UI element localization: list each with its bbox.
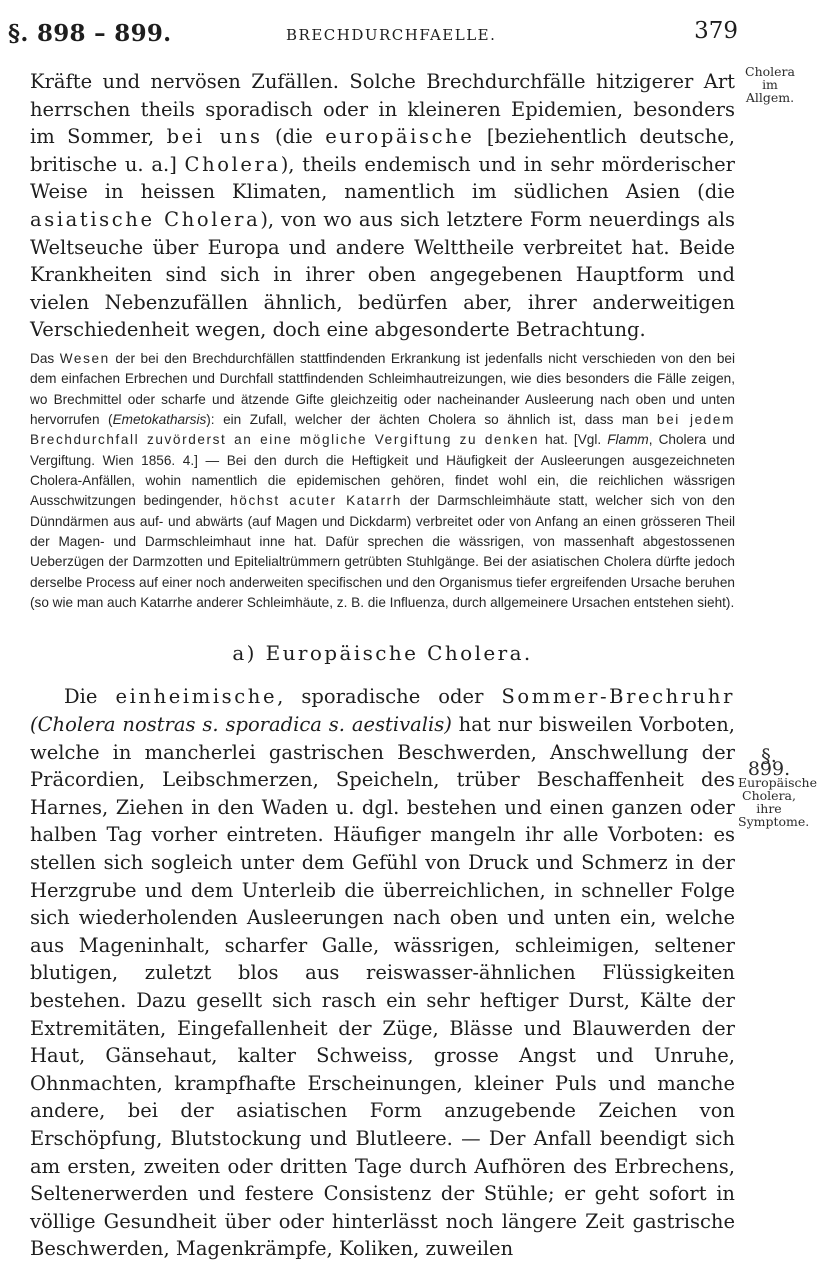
page-header: [8, 10, 738, 50]
text-run: ), von wo aus sich letztere Form neuerdings als Weltseuche über Europa und andere Welttheile verbreitet hat. Beide Krankheiten sind sich in ihrer oben angegebenen Hauptform und vielen Nebenzufällen ähnlich, bedürfen aber, ihrer anderweitigen Verschiedenheit wegen, doch eine abgesonderte Betrachtung.: [30, 207, 735, 342]
emphasis-spaced: asiatische Cholera: [30, 207, 261, 231]
small-print-note: [30, 349, 735, 613]
section-range: §. 898 – 899.: [8, 20, 172, 47]
emphasis-spaced: bei jedem Brechdurchfall zuvörderst an eine mögliche Vergiftung zu denken: [30, 411, 736, 448]
emphasis-spaced: einheimische: [115, 685, 278, 709]
margin-note-text: Cholera im Allgem.: [745, 64, 795, 105]
margin-note-section-899: [738, 745, 800, 780]
margin-note-text: §. 899.: [747, 745, 791, 780]
text-run: [beziehentlich deutsche, britische u. a.]: [30, 125, 736, 176]
text-run: , Cholera und Vergiftung. Wien 1856. 4.] — Bei den durch die Heftigkeit und Häufigkeit der Ausleerungen ausgezeichneten Cholera-Anfällen, wohin namentlich die epidemischen gehören, findet wohl ein, die reichlichen wässrigen Ausschwitzungen bedingender,: [30, 432, 735, 509]
emphasis-spaced: Sommer-Brechruhr: [501, 685, 735, 709]
text-run: (die: [262, 125, 326, 149]
main-text: [30, 68, 735, 1263]
emphasis-italic: (Cholera nostras s. sporadica s. aestivalis): [30, 713, 452, 736]
text-run: Die: [64, 685, 116, 709]
text-run: der Darmschleimhäute statt, welcher sich von den Dünndärmen aus auf- und abwärts (auf Magen und Dickdarm) verbreitet oder von Anfang an einen grösseren Theil der Magen- und Darmschleimhaut inne hat. Dafür sprechen die wässrigen, von massenhaft abgestossenen Ueberzügen der Darmzotten und Epitelialtrümmern getrübten Stuhlgänge. Bei der asiatischen Cholera dürfte jedoch derselbe Process auf einer noch anderweiten specifischen und den Organismus tiefer ergreifenden Ursache beruhen (so wie man auch Katarrhe anderer Schleimhäute, z. B. die Influenza, durch allgemeinere Ursachen entstehen sieht).: [30, 493, 735, 611]
emphasis-spaced: Wesen: [59, 350, 110, 366]
paragraph-european-cholera: [30, 683, 735, 1262]
text-run: hat. [Vgl.: [539, 432, 608, 448]
emphasis-spaced: bei uns: [166, 125, 263, 149]
emphasis-spaced: Cholera: [184, 152, 281, 176]
emphasis-spaced: europäische: [325, 125, 475, 149]
text-run: Das: [30, 350, 60, 366]
text-run: ): ein Zufall, welcher der ächten Cholera so ähnlich ist, dass man: [206, 411, 657, 427]
text-run: ), theils endemisch und in sehr mörderischer Weise in heissen Klimaten, namentlich im südlichen Asien (die: [30, 152, 735, 204]
section-subheading: a) Europäische Cholera.: [232, 641, 533, 666]
emphasis-italic: Emetokatharsis: [112, 411, 207, 427]
emphasis-spaced: höchst acuter Katarrh: [230, 493, 402, 509]
margin-note-cholera-general: [740, 65, 800, 104]
text-run: hat nur bisweilen Vorboten, welche in mancherlei gastrischen Beschwerden, Anschwellung der Präcordien, Leibschmerzen, Speicheln, trüber Beschaffenheit des Harnes, Ziehen in den Waden u. dgl. bestehen und einen ganzen oder halben Tag vorher eintreten. Häufiger mangeln ihr alle Vorboten: es stellen sich sogleich unter dem Gefühl von Druck und Schmerz in der Herzgrube und dem Unterleib die überreichlichen, in schneller Folge sich wiederholenden Ausleerungen nach oben und unten ein, welche aus Mageninhalt, scharfer Galle, wässrigen, schleimigen, seltener blutigen, zuletzt blos aus reiswasser-ähnlichen Flüssigkeiten bestehen. Dazu gesellt sich rasch ein sehr heftiger Durst, Kälte der Extremitäten, Eingefallenheit der Züge, Blässe und Blauwerden der Haut, Gänsehaut, kalter Schweiss, grosse Angst und Unruhe, Ohnmachten, krampfhafte Erscheinungen, kleiner Puls und manche andere, bei der asiatischen Form anzugebende Zeichen von Erschöpfung, Blutstockung und Blutleere. — Der Anfall beendigt sich am ersten, zweiten oder dritten Tage durch Aufhören des Erbrechens, Seltenerwerden und festere Consistenz der Stühle; er geht sofort in völlige Gesundheit über oder hinterlässt noch längere Zeit gastrische Beschwerden, Magenkrämpfe, Koliken, zuweilen: [30, 713, 735, 1261]
running-title: BRECHDURCHFAELLE.: [286, 26, 497, 44]
text-run: , sporadische oder: [277, 685, 502, 709]
paragraph-continuation: [30, 68, 735, 344]
margin-note-text: Europäische Cholera, ihre Symptome.: [738, 775, 817, 829]
page-number: 379: [694, 18, 738, 44]
emphasis-italic: Flamm: [607, 432, 649, 448]
margin-note-european-cholera: [738, 775, 817, 829]
text-run: Kräfte und nervösen Zufällen. Solche Brechdurchfälle hitzigerer Art herrschen theils sporadisch oder in kleineren Epidemien, besonders im Sommer,: [30, 70, 735, 149]
text-run: der bei den Brechdurchfällen stattfindenden Erkrankung ist jedenfalls nicht verschieden von den bei dem einfachen Erbrechen und Durchfall stattfindenden Schleimhautreizungen, wie dies besonders die Fälle zeigen, wo Brechmittel oder scharfe und ätzende Gifte gleichzeitig oder nacheinander Ausleerung nach oben und unten hervorrufen (: [30, 350, 735, 427]
